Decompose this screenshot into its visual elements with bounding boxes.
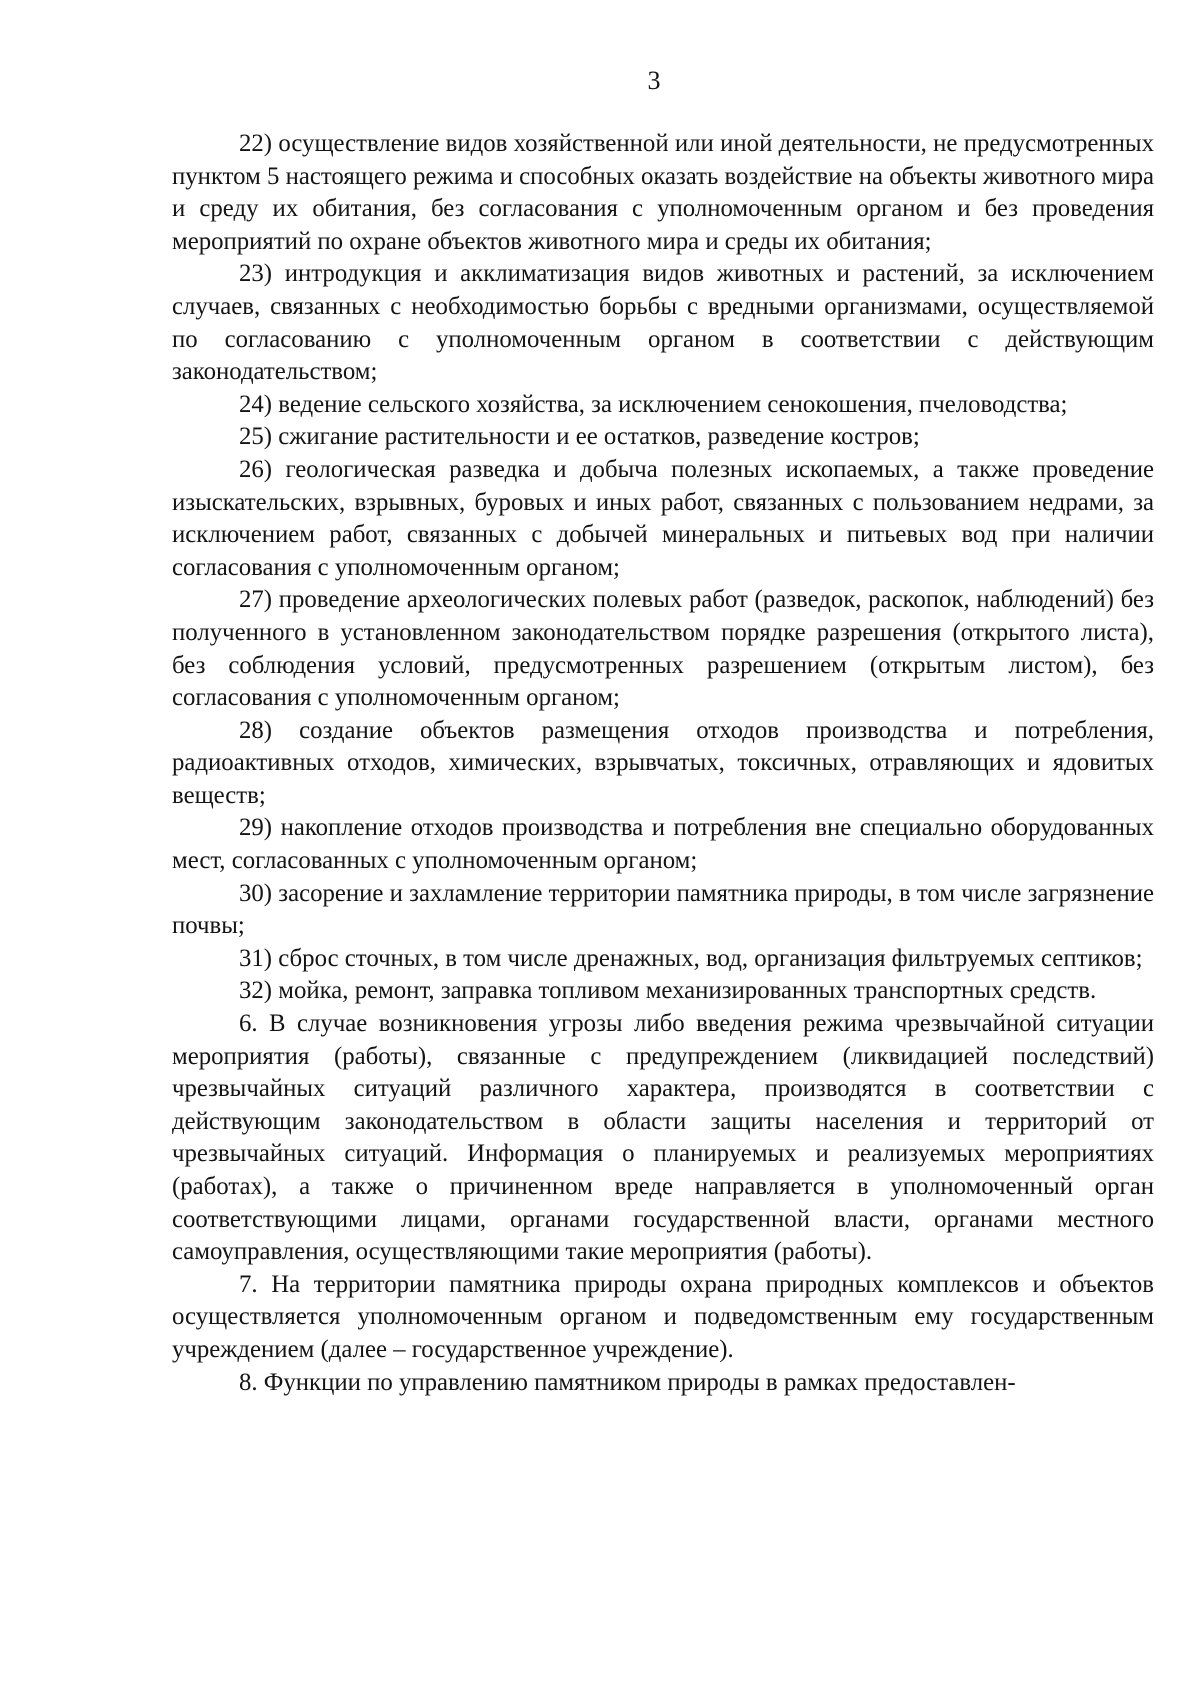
list-item-32: 32) мойка, ремонт, заправка топливом механизированных транспортных средств. bbox=[239, 977, 1097, 1005]
list-item-31: 31) сброс сточных, в том числе дренажных, вод, организация фильтруемых септиков; bbox=[239, 944, 1143, 972]
page-number: 3 bbox=[647, 66, 661, 95]
list-item-23: 23) интродукция и акклиматизация видов животных и растений, за исключением случаев, связанных с необходимостью борьбы с вредными организмами, осуществляемой по согласованию с уполномоченным органом в соответствии с действующим законодательством; bbox=[172, 260, 1154, 386]
list-item-28: 28) создание объектов размещения отходов производства и потребления, радиоактивных отходов, химических, взрывчатых, токсичных, отравляющих и ядовитых веществ; bbox=[172, 716, 1154, 809]
list-item-22: 22) осуществление видов хозяйственной или иной деятельности, не предусмотренных пунктом 5 настоящего режима и способных оказать воздействие на объекты животного мира и среду их обитания, без согласования с уполномоченным органом и без проведения мероприятий по охране объектов животного мира и среды их обитания; bbox=[172, 130, 1154, 255]
list-item-25: 25) сжигание растительности и ее остатков, разведение костров; bbox=[239, 423, 920, 451]
list-item-24: 24) ведение сельского хозяйства, за исключением сенокошения, пчеловодства; bbox=[239, 390, 1068, 418]
section-7-paragraph: 7. На территории памятника природы охрана природных комплексов и объектов осуществляется уполномоченным органом и подведомственным ему государственным учреждением (далее – государственное учреждение). bbox=[172, 1270, 1154, 1363]
list-item-29: 29) накопление отходов производства и потребления вне специально оборудованных мест, согласованных с уполномоченным органом; bbox=[172, 814, 1154, 875]
list-item-26: 26) геологическая разведка и добыча полезных ископаемых, а также проведение изыскательских, взрывных, буровых и иных работ, связанных с пользованием недрами, за исключением работ, связанных с добычей минеральных и питьевых вод при наличии согласования с уполномоченным органом; bbox=[172, 455, 1154, 581]
section-6-paragraph: 6. В случае возникновения угрозы либо введения режима чрезвычайной ситуации мероприятия (работы), связанные с предупреждением (ликвидацией последствий) чрезвычайных ситуаций различного характера, производятся в соответствии с действующим законодательством в области защиты населения и территорий от чрезвычайных ситуаций. Информация о планируемых и реализуемых мероприятиях (работах), а также о причиненном вреде направляется в уполномоченный орган соответствующими лицами, органами государственной власти, органами местного самоуправления, осуществляющими такие мероприятия (работы). bbox=[172, 1010, 1154, 1266]
list-item-27: 27) проведение археологических полевых работ (разведок, раскопок, наблюдений) без полученного в установленном законодательством порядке разрешения (открытого листа), без соблюдения условий, предусмотренных разрешением (открытым листом), без согласования с уполномоченным органом; bbox=[172, 586, 1154, 712]
section-8-paragraph: 8. Функции по управлению памятником природы в рамках предоставлен- bbox=[239, 1368, 1016, 1396]
list-item-30: 30) засорение и захламление территории памятника природы, в том числе загрязнение почвы; bbox=[172, 879, 1154, 940]
document-body bbox=[172, 128, 1154, 1399]
